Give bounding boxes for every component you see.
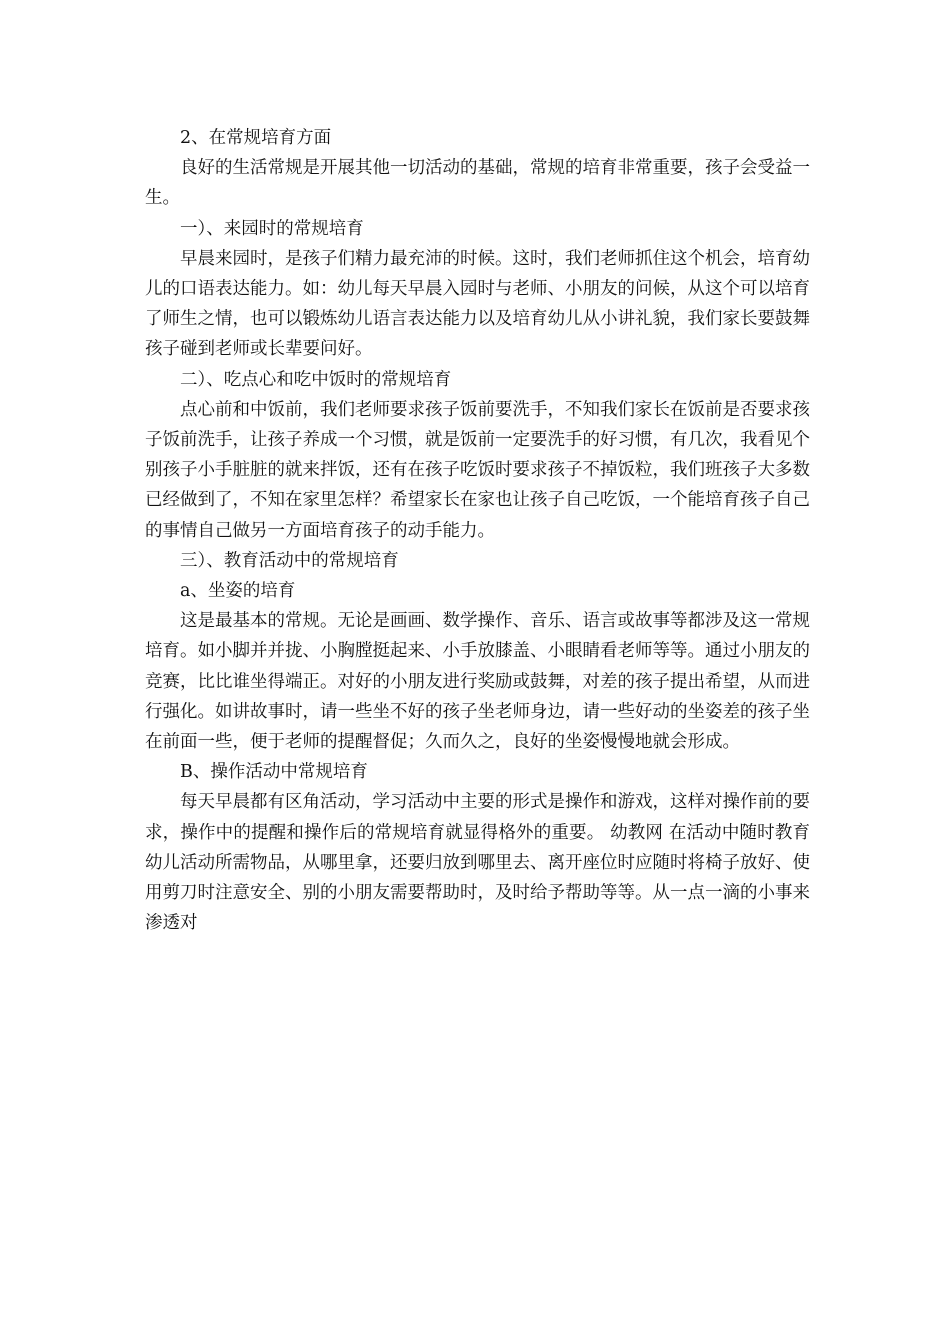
paragraph-posture: 这是最基本的常规。无论是画画、数学操作、音乐、语言或故事等都涉及这一常规培育。如小脚并并拢、小胸膛挺起来、小手放膝盖、小眼睛看老师等等。通过小朋友的竞赛，比比谁坐得端正。对好的小朋友进行奖励或鼓舞，对差的孩子提出希望，从而进行强化。如讲故事时，请一些坐不好的孩子坐老师身边，请一些好动的坐姿差的孩子坐在前面一些，便于老师的提醒督促；久而久之，良好的坐姿慢慢地就会形成。 xyxy=(145,611,810,753)
subheading-education: 三）、教育活动中的常规培育 xyxy=(180,550,399,571)
subheading-arrival: 一）、来园时的常规培育 xyxy=(180,218,364,239)
paragraph-arrival: 早晨来园时，是孩子们精力最充沛的时候。这时，我们老师抓住这个机会，培育幼儿的口语表达能力。如：幼儿每天早晨入园时与老师、小朋友的问候，从这个可以培育了师生之情，也可以锻炼幼儿语言表达能力以及培育幼儿从小讲礼貌，我们家长要鼓舞孩子碰到老师或长辈要问好。 xyxy=(145,248,810,360)
subheading-operation: B、操作活动中常规培育 xyxy=(180,762,368,783)
subheading-meals: 二）、吃点心和吃中饭时的常规培育 xyxy=(180,369,452,390)
section-heading-routine: 2、在常规培育方面 xyxy=(180,128,332,148)
subheading-posture: a、坐姿的培育 xyxy=(180,581,296,602)
document-body xyxy=(145,123,810,938)
paragraph-meals: 点心前和中饭前，我们老师要求孩子饭前要洗手，不知我们家长在饭前是否要求孩子饭前洗手，让孩子养成一个习惯，就是饭前一定要洗手的好习惯，有几次，我看见个别孩子小手脏脏的就来拌饭，还有在孩子吃饭时要求孩子不掉饭粒，我们班孩子大多数已经做到了，不知在家里怎样？希望家长在家也让孩子自己吃饭，一个能培育孩子自己的事情自己做另一方面培育孩子的动手能力。 xyxy=(145,399,810,541)
paragraph-intro: 良好的生活常规是开展其他一切活动的基础，常规的培育非常重要，孩子会受益一生。 xyxy=(145,158,810,209)
paragraph-operation: 每天早晨都有区角活动，学习活动中主要的形式是操作和游戏，这样对操作前的要求，操作中的提醒和操作后的常规培育就显得格外的重要。 幼教网 在活动中随时教育幼儿活动所需物品，从哪里拿，还要归放到哪里去、离开座位时应随时将椅子放好、使用剪刀时注意安全、别的小朋友需要帮助时，及时给予帮助等等。从一点一滴的小事来渗透对 xyxy=(145,792,810,934)
